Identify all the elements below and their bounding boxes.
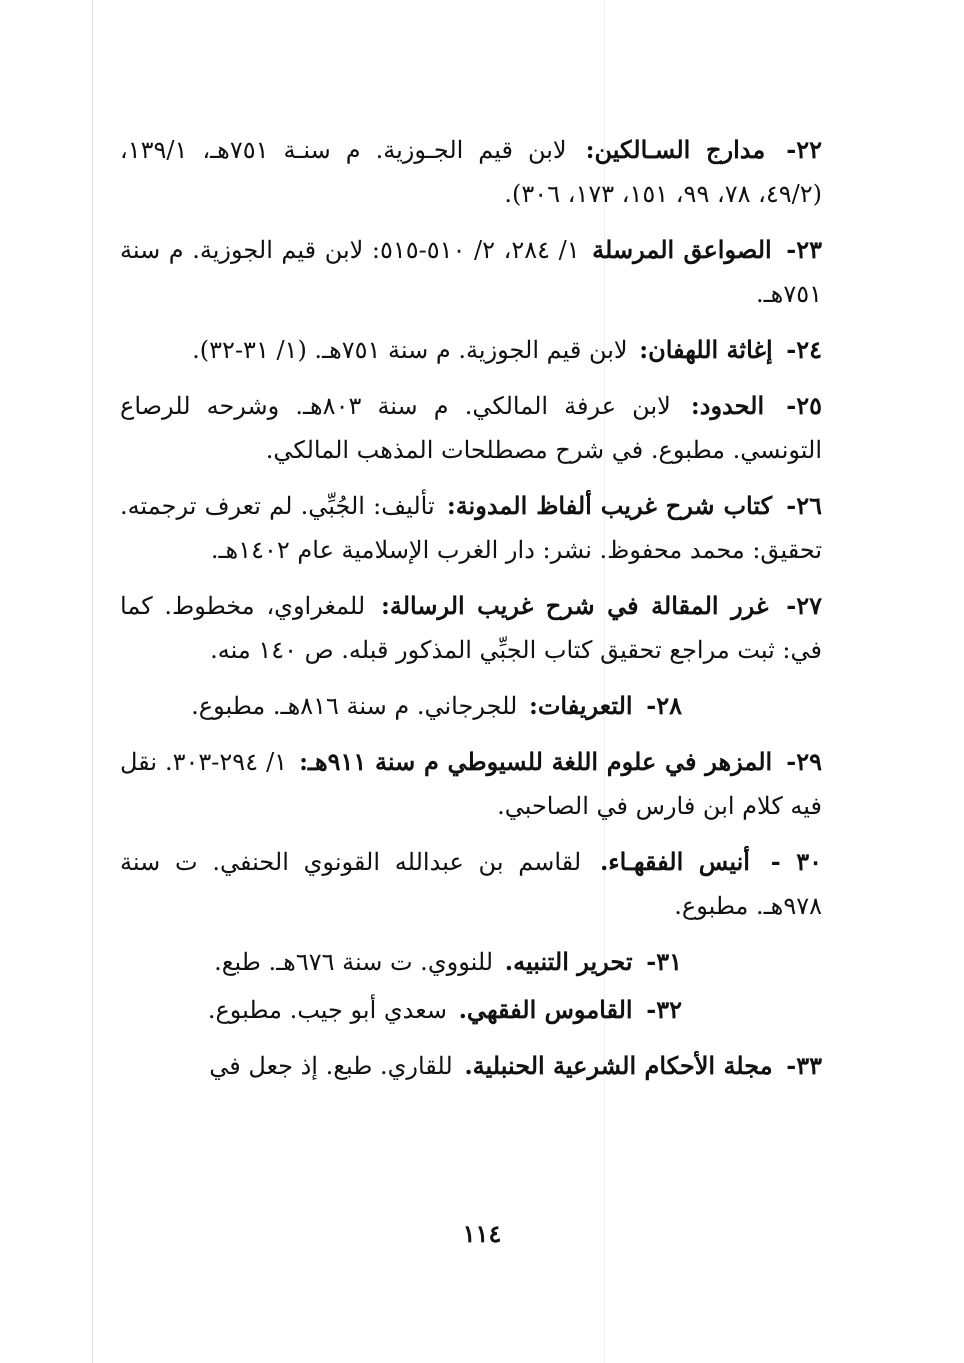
entry-number: ٢٤- bbox=[786, 335, 822, 364]
entry-title: مجلة الأحكام الشرعية الحنبلية. bbox=[464, 1051, 773, 1080]
entry-number: ٣٠ - bbox=[770, 847, 823, 876]
entry-number: ٢٧- bbox=[786, 591, 822, 620]
entry-number: ٢٥- bbox=[786, 391, 822, 420]
bibliography-entry bbox=[120, 740, 822, 828]
entry-number: ٢٨- bbox=[646, 691, 682, 720]
entry-text: لابن قيم الجـوزية. م سنـة ٧٥١هـ، ١٣٩/١، (٤٩/٢، ٧٨، ٩٩، ١٥١، ١٧٣، ٣٠٦). bbox=[120, 136, 822, 208]
entry-text: ١/ ٢٩٤-٣٠٣. نقل فيه كلام ابن فارس في الصاحبي. bbox=[120, 748, 822, 820]
bibliography-entry bbox=[120, 584, 822, 672]
entry-number: ٢٣- bbox=[786, 235, 822, 264]
entry-title: إغاثة اللهفان: bbox=[639, 335, 773, 364]
entry-title: التعريفات: bbox=[528, 691, 633, 720]
entry-text: للنووي. ت سنة ٦٧٦هـ. طبع. bbox=[214, 948, 494, 976]
bibliography-entry bbox=[120, 840, 822, 928]
entry-number: ٢٦- bbox=[786, 491, 822, 520]
bibliography-entry bbox=[120, 484, 822, 572]
entry-number: ٢٢- bbox=[786, 135, 823, 164]
entry-title: القاموس الفقهي. bbox=[458, 995, 633, 1024]
bibliography-entry bbox=[120, 228, 822, 316]
entry-title: الحدود: bbox=[690, 391, 765, 420]
entry-number: ٣١- bbox=[646, 947, 682, 976]
entry-text: لقاسم بن عبدالله القونوي الحنفي. ت سنة ٩٧٨هـ. مطبوع. bbox=[120, 848, 822, 920]
entry-title: الصواعق المرسلة bbox=[592, 235, 772, 264]
bibliography-entry bbox=[120, 940, 822, 984]
entry-title: تحرير التنبيه. bbox=[504, 947, 633, 976]
bibliography-list bbox=[120, 128, 822, 1100]
entry-text: للقاري. طبع. إذ جعل في bbox=[209, 1052, 453, 1080]
bibliography-entry bbox=[120, 328, 822, 372]
entry-text: للمغراوي، مخطوط. كما في: ثبت مراجع تحقيق كتاب الجبِّي المذكور قبله. ص ١٤٠ منه. bbox=[120, 592, 822, 664]
entry-title: كتاب شرح غريب ألفاظ المدونة: bbox=[446, 491, 773, 520]
page-number: ١١٤ bbox=[462, 1219, 502, 1248]
entry-text: سعدي أبو جيب. مطبوع. bbox=[207, 996, 447, 1024]
bibliography-entry bbox=[120, 384, 822, 472]
entry-text: لابن قيم الجوزية. م سنة ٧٥١هـ. (١/ ٣١-٣٢). bbox=[192, 336, 628, 364]
entry-title: أنيس الفقهـاء. bbox=[599, 847, 750, 876]
entry-text: ١/ ٢٨٤، ٢/ ٥١٠-٥١٥: لابن قيم الجوزية. م سنة ٧٥١هـ. bbox=[120, 236, 822, 308]
bibliography-entry bbox=[120, 128, 822, 216]
entry-text: لابن عرفة المالكي. م سنة ٨٠٣هـ. وشرحه للرصاع التونسي. مطبوع. في شرح مصطلحات المذهب المالكي. bbox=[120, 392, 822, 464]
entry-title: مدارج السـالكين: bbox=[585, 135, 766, 164]
entry-number: ٣٣- bbox=[786, 1051, 822, 1080]
bibliography-entry bbox=[120, 1044, 822, 1088]
entry-text: تأليف: الجُبِّي. لم تعرف ترجمته. تحقيق: محمد محفوظ. نشر: دار الغرب الإسلامية عام ١٤٠٢هـ. bbox=[120, 492, 822, 564]
entry-number: ٢٩- bbox=[786, 747, 822, 776]
entry-title: غرر المقالة في شرح غريب الرسالة: bbox=[380, 591, 769, 620]
entry-text: للجرجاني. م سنة ٨١٦هـ. مطبوع. bbox=[191, 692, 518, 720]
bibliography-entry bbox=[120, 988, 822, 1032]
entry-title: المزهر في علوم اللغة للسيوطي م سنة ٩١١هـ: bbox=[299, 747, 773, 776]
bibliography-entry bbox=[120, 684, 822, 728]
entry-number: ٣٢- bbox=[646, 995, 682, 1024]
scan-artifact-line bbox=[92, 0, 93, 1363]
